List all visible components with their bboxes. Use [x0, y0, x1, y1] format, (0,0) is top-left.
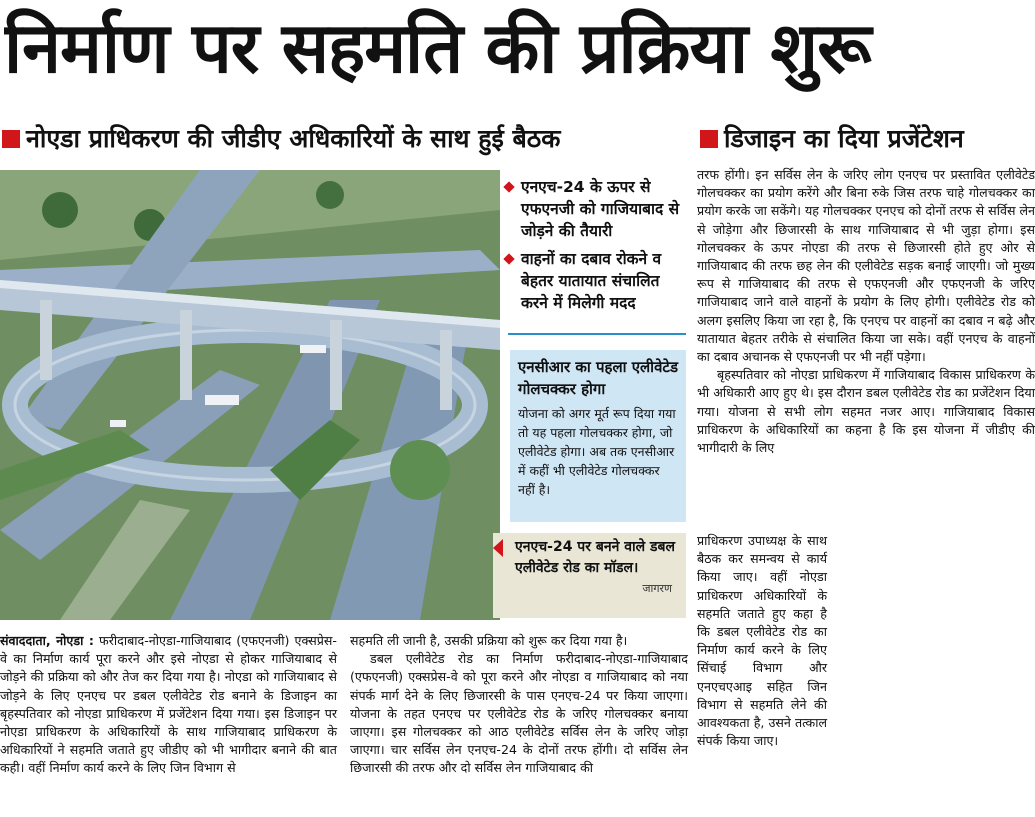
article-text: बृहस्पतिवार को नोएडा प्राधिकरण में गाजियाबाद विकास प्राधिकरण के भी अधिकारी आए हुए थे। इस दौरान डबल एलीवेटेड रोड का प्रजेंटेशन दिया गया। योजना से सभी लोग सहमत नजर आए। गाजियाबाद विकास प्राधिकरण के अधिकारियों का कहना है कि इस योजना में जीडीए की भागीदारी के लिए — [697, 367, 1035, 456]
article-column-3 — [697, 166, 1035, 457]
article-text: डबल एलीवेटेड रोड का निर्माण फरीदाबाद-नोएडा-गाजियाबाद (एफएनजी) एक्सप्रेस-वे को पूरा करने और नोएडा व गाजियाबाद को नया संपर्क मार्ग देने के लिए छिजारसी के पास एनएच-24 पर किया जाएगा। योजना के तहत एनएच पर एलीवेटेड रोड के जरिए गोलचक्कर बनाया जाएगा। इस गोलचक्कर को आठ एलीवेटेड सर्विस लेन के जरिए जोड़ा जाएगा। चार सर्विस लेन एनएच-24 के दोनों तरफ होंगी। दो सर्विस लेन छिजारसी की तरफ और दो सर्विस लेन गाजियाबाद की — [350, 651, 688, 776]
article-column-1 — [0, 632, 337, 778]
byline: संवाददाता, नोएडा : — [0, 633, 94, 648]
info-box-title: एनसीआर का पहला एलीवेटेड गोलचक्कर होगा — [518, 358, 678, 398]
diamond-bullet-icon — [503, 181, 514, 192]
info-box — [510, 350, 686, 522]
article-text: तरफ होंगी। इन सर्विस लेन के जरिए लोग एनएच पर प्रस्तावित एलीवेटेड गोलचक्कर का प्रयोग करेंगे और बिना रुके जिस तरफ चाहे गोलचक्कर का प्रयोग करके जा सकेंगे। यह गोलचक्कर एनएच को दोनों तरफ से सर्विस लेन से जोड़ेगा और छिजारसी के साथ गाजियाबाद से भी जुड़ा होगा। इस गोलचक्कर के ऊपर नोएडा की तरफ से छिजारसी होते हुए ओर से गाजियाबाद की तरफ छह लेन की एलीवेटेड सड़क बनाई जाएगी। जो मुख्य रूप से गाजियाबाद की तरफ से एफएनजी और एफएनजी के जरिए गाजियाबाद जाने वाले वाहनों के प्रयोग के लिए होगी। एलीवेटेड रोड को अलग इसलिए किया जा रहा है, कि एनएच पर वाहनों का दबाव न बढ़े और यातायात बेहतर तरीके से संचालित किया जा सके। वहीं एनएच के वाहनों का दबाव अचानक से एफएनजी पर भी नहीं पड़ेगा। — [697, 167, 1035, 365]
photo-caption — [493, 533, 686, 618]
highlights-list — [503, 176, 683, 320]
divider-rule — [508, 333, 686, 335]
subhead-presentation — [700, 118, 1035, 160]
diamond-bullet-icon — [503, 253, 514, 264]
elevated-road-model-photo — [0, 170, 500, 620]
article-column-4 — [697, 532, 827, 750]
caption-text: एनएच-24 पर बनने वाले डबल एलीवेटेड रोड का मॉडल। — [515, 539, 676, 576]
caption-pointer-icon — [493, 539, 503, 557]
article-text: फरीदाबाद-नोएडा-गाजियाबाद (एफएनजी) एक्सप्रेस-वे का निर्माण कार्य पूरा करने और इसे नोएडा से होकर गाजियाबाद से जोड़ने की प्रक्रिया को और तेज कर दिया गया है। नोएडा को गाजियाबाद से जोड़ने के लिए एनएच पर डबल एलीवेटेड रोड बनाने के डिजाइन का बृहस्पतिवार को नोएडा प्राधिकरण में प्रजेंटेशन दिया गया। इस डिजाइन पर नोएडा प्राधिकरण के अधिकारियों के साथ गाजियाबाद प्राधिकरण के अधिकारियों ने सहमति जताते हुए जीडीए को भी भागीदार बनाने की बात कही। वहीं निर्माण कार्य करने के लिए जिन विभाग से — [0, 633, 337, 776]
subhead-meeting-text: नोएडा प्राधिकरण की जीडीए अधिकारियों के साथ हुई बैठक — [26, 124, 561, 153]
caption-source: जागरण — [642, 582, 672, 595]
highlight-item — [503, 248, 683, 314]
article-text: प्राधिकरण उपाध्यक्ष के साथ बैठक कर समन्वय से कार्य किया जाए। वहीं नोएडा प्राधिकरण अधिकारियों के सहमति जताते हुए कहा है कि डबल एलीवेटेड रोड का निर्माण कार्य करने के लिए सिंचाई विभाग और एनएचएआइ सहित जिन विभाग से सहमति लेने की आवश्यकता है, उसने तत्काल संपर्क किया जाए। — [697, 533, 827, 749]
subhead-presentation-text: डिजाइन का दिया प्रजेंटेशन — [724, 124, 964, 153]
highlight-text: एनएच-24 के ऊपर से एफएनजी को गाजियाबाद से जोड़ने की तैयारी — [521, 178, 680, 240]
highlight-text: वाहनों का दबाव रोकने व बेहतर यातायात संचालित करने में मिलेगी मदद — [521, 250, 662, 312]
article-text: सहमति ली जानी है, उसकी प्रक्रिया को शुरू कर दिया गया है। — [350, 633, 628, 648]
red-square-icon — [700, 130, 718, 148]
headline: निर्माण पर सहमति की प्रक्रिया शुरू — [4, 7, 871, 89]
highlight-item — [503, 176, 683, 242]
info-box-body: योजना को अगर मूर्त रूप दिया गया तो यह पहला गोलचक्कर होगा, जो एलीवेटेड होगा। अब तक एनसीआर में कहीं भी एलीवेटेड गोलचक्कर नहीं है। — [518, 406, 676, 497]
subhead-meeting — [2, 118, 690, 160]
article-column-2 — [350, 632, 688, 778]
red-square-icon — [2, 130, 20, 148]
